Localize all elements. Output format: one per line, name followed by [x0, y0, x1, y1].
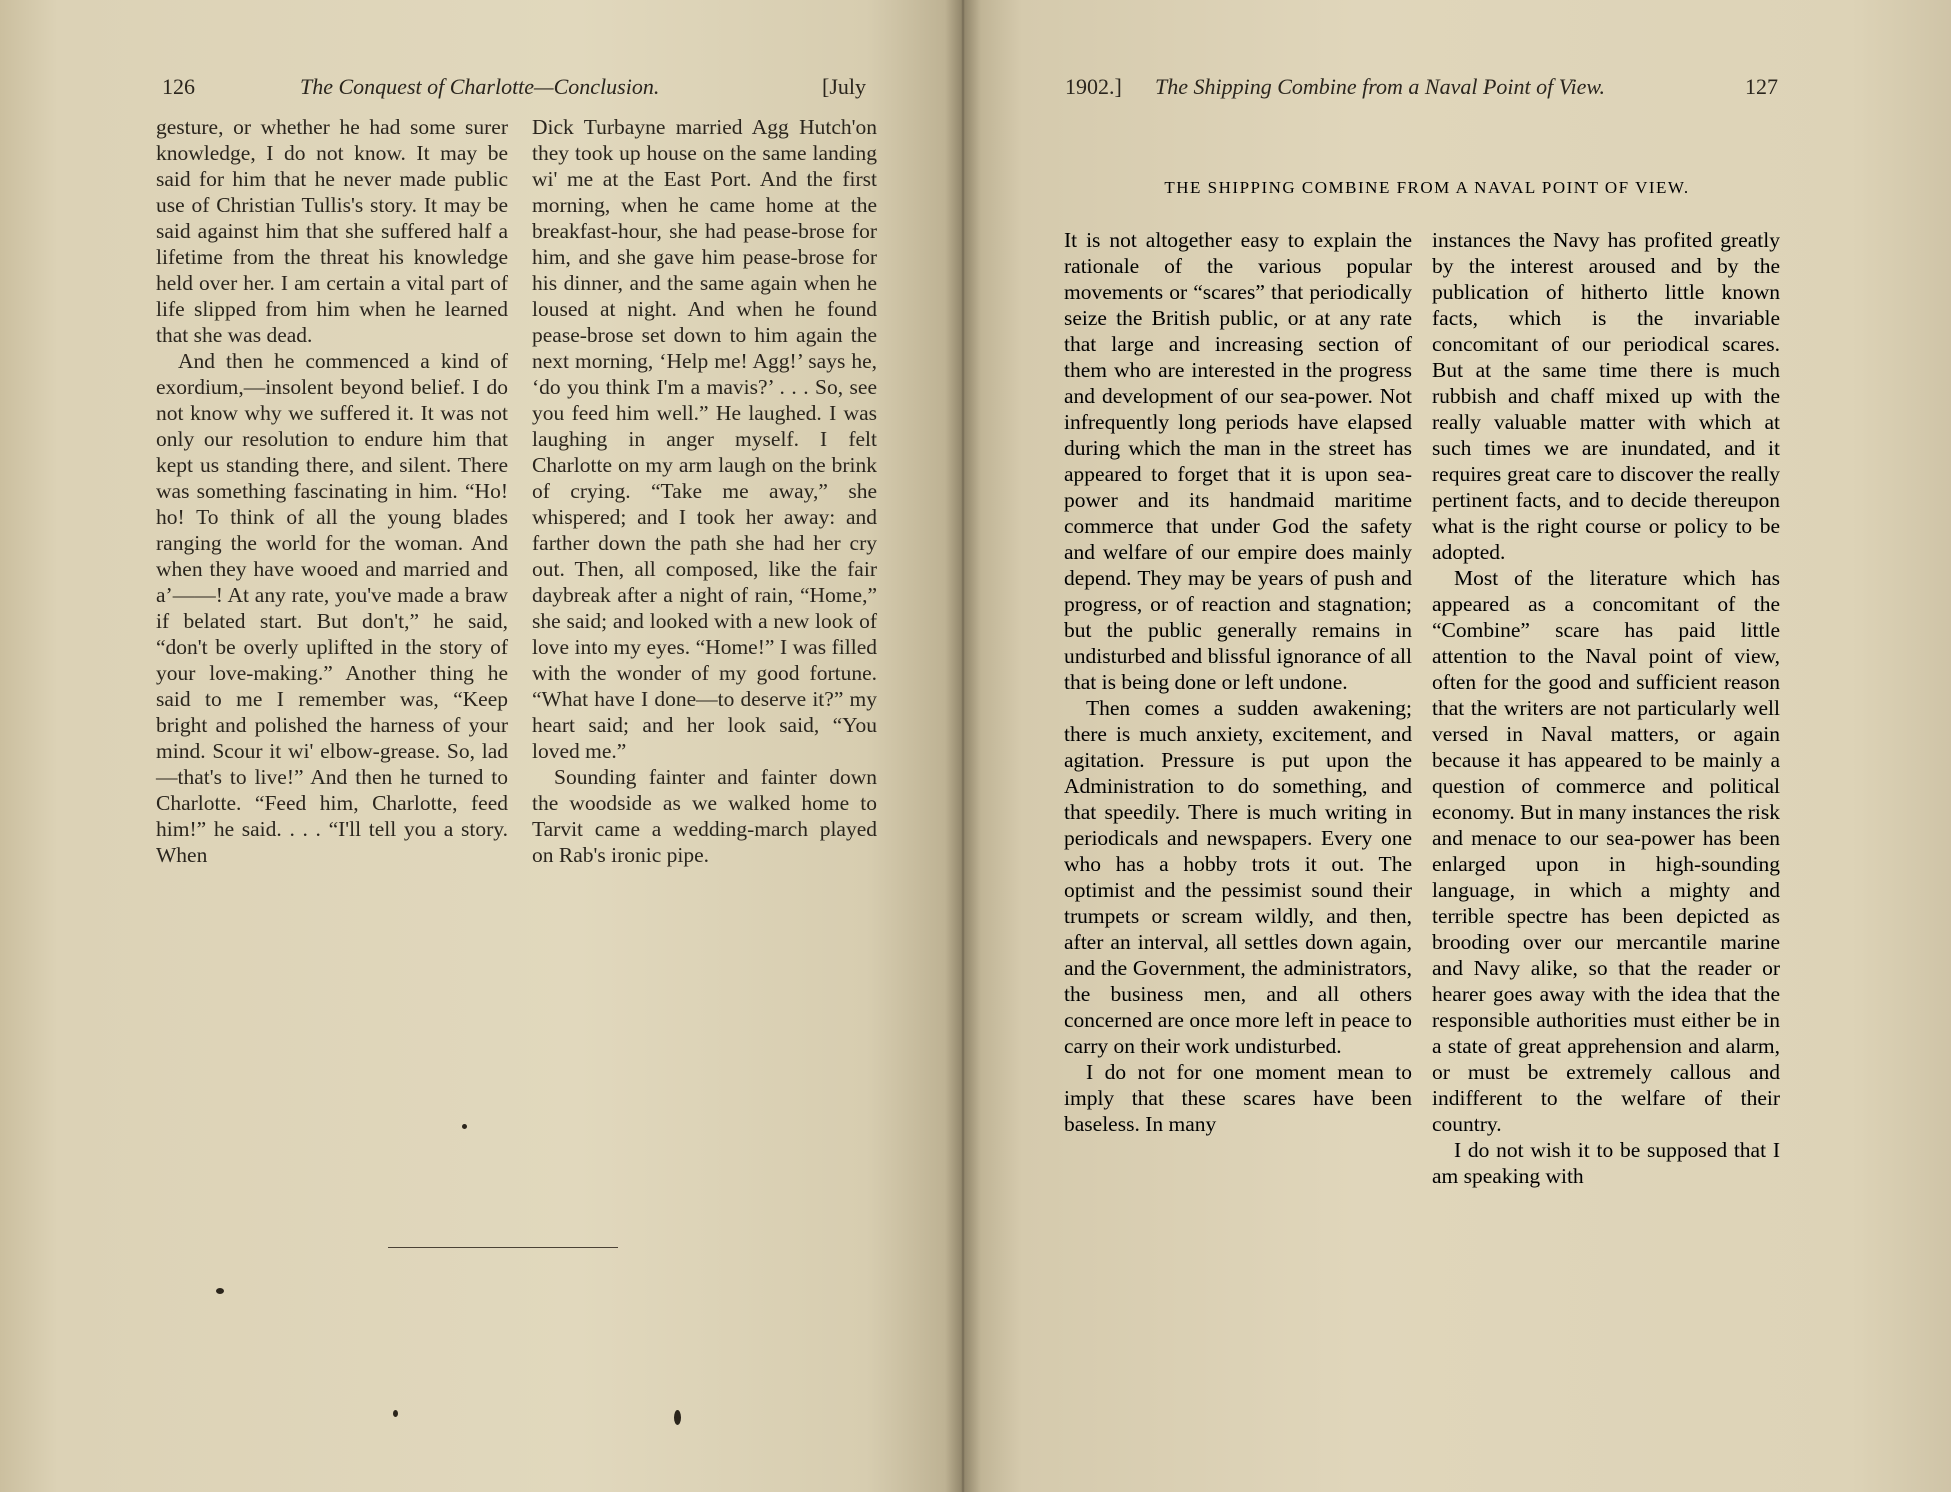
right-date-label: 1902.] [1065, 74, 1122, 99]
left-date-label: [July [822, 74, 866, 99]
right-running-title-text: The Shipping Combine from a Naval Point of View. [1155, 74, 1605, 99]
left-running-title-text: The Conquest of Charlotte—Conclusion. [300, 74, 660, 99]
ink-spot [393, 1410, 398, 1417]
ink-spot [674, 1410, 681, 1425]
paragraph: Then comes a sudden awakening; there is much anxiety, excitement, and agitation. Pressure is put upon the Administration to do something, and that speedily. There is much writing in periodicals and newspapers. Every one who has a hobby trots it out. The optimist and the pessimist sound their trumpets or scream wildly, and then, after an interval, all settles down again, and the Government, the administrators, the business men, and all others concerned are once more left in peace to carry on their work undisturbed. [1064, 696, 1412, 1058]
left-page [0, 0, 963, 1492]
book-gutter [945, 0, 981, 1492]
left-column-2 [532, 114, 877, 868]
paragraph: I do not for one moment mean to imply that these scares have been baseless. In many [1064, 1060, 1412, 1136]
right-running-title [1155, 74, 1605, 100]
paragraph: It is not altogether easy to explain the rationale of the various popular movements or “scares” that periodically seize the British public, or at any rate that large and increasing section of them who are interested in the progress and development of our sea-power. Not infrequently long periods have elapsed during which the man in the street has appeared to forget that it is upon sea-power and its handmaid maritime commerce that under God the safety and welfare of our empire does mainly depend. They may be years of push and progress, or of reaction and stagnation; but the public generally remains in undisturbed and blissful ignorance of all that is being done or left undone. [1064, 228, 1412, 694]
paragraph: Most of the literature which has appeared as a concomitant of the “Combine” scare has paid little attention to the Naval point of view, often for the good and sufficient reason that the writers are not particularly well versed in Naval matters, or again because it has appeared to be mainly a question of commerce and political economy. But in many instances the risk and menace to our sea-power has been enlarged upon in high-sounding language, in which a mighty and terrible spectre has been depicted as brooding over our mercantile marine and Navy alike, so that the reader or hearer goes away with the idea that the responsible authorities must either be in a state of great apprehension and alarm, or must be extremely callous and indifferent to the welfare of their country. [1432, 566, 1780, 1136]
paragraph: instances the Navy has profited greatly by the interest aroused and by the publication of hitherto little known facts, which is the invariable concomitant of our periodical scares. But at the same time there is much rubbish and chaff mixed up with the really valuable matter with which at such times we are inundated, and it requires great care to discover the really pertinent facts, and to decide thereupon what is the right course or policy to be adopted. [1432, 228, 1780, 564]
section-end-rule [388, 1247, 618, 1248]
right-column-2 [1432, 227, 1780, 1189]
article-title: THE SHIPPING COMBINE FROM A NAVAL POINT OF VIEW. [1164, 178, 1690, 197]
paragraph: Dick Turbayne married Agg Hutch'on they took up house on the same landing wi' me at the East Port. And the first morning, when he came home at the breakfast-hour, she had pease-brose for him, and she gave him pease-brose for his dinner, and the same again when he loused at night. And when he found pease-brose set down to him again the next morning, ‘Help me! Agg!’ says he, ‘do you think I'm a mavis?’ . . . So, see you feed him well.” He laughed. I was laughing in anger myself. I felt Charlotte on my arm laugh on the brink of crying. “Take me away,” she whispered; and I took her away: and farther down the path she had her cry out. Then, all composed, like the fair daybreak after a night of rain, “Home,” she said; and looked with a new look of love into my eyes. “Home!” I was filled with the wonder of my good fortune. “What have I done—to deserve it?” my heart said; and her look said, “You loved me.” [532, 115, 877, 763]
left-column-1 [156, 114, 508, 868]
right-column-1 [1064, 227, 1412, 1137]
paragraph: And then he commenced a kind of exordium,—insolent beyond belief. I do not know why we suffered it. It was not only our resolution to endure him that kept us standing there, and silent. There was something fascinating in him. “Ho! ho! To think of all the young blades ranging the world for the woman. And when they have wooed and married and a’——! At any rate, you've made a braw if belated start. But don't,” he said, “don't be overly uplifted in the story of your love-making.” Another thing he said to me I remember was, “Keep bright and polished the harness of your mind. Scour it wi' elbow-grease. So, lad—that's to live!” And then he turned to Charlotte. “Feed him, Charlotte, feed him!” he said. . . . “I'll tell you a story. When [156, 349, 508, 867]
left-running-title [300, 74, 659, 100]
paragraph: I do not wish it to be supposed that I am speaking with [1432, 1138, 1780, 1188]
paragraph: gesture, or whether he had some surer knowledge, I do not know. It may be said for him that he never made public use of Christian Tullis's story. It may be said against him that she suffered half a lifetime from the threat his knowledge held over her. I am certain a vital part of life slipped from him when he learned that she was dead. [156, 115, 508, 347]
ink-spot [216, 1288, 224, 1294]
paragraph: Sounding fainter and fainter down the woodside as we walked home to Tarvit came a wedding-march played on Rab's ironic pipe. [532, 765, 877, 867]
left-page-number: 126 [162, 74, 195, 99]
ink-spot [462, 1124, 467, 1129]
right-page-number: 127 [1745, 74, 1778, 99]
